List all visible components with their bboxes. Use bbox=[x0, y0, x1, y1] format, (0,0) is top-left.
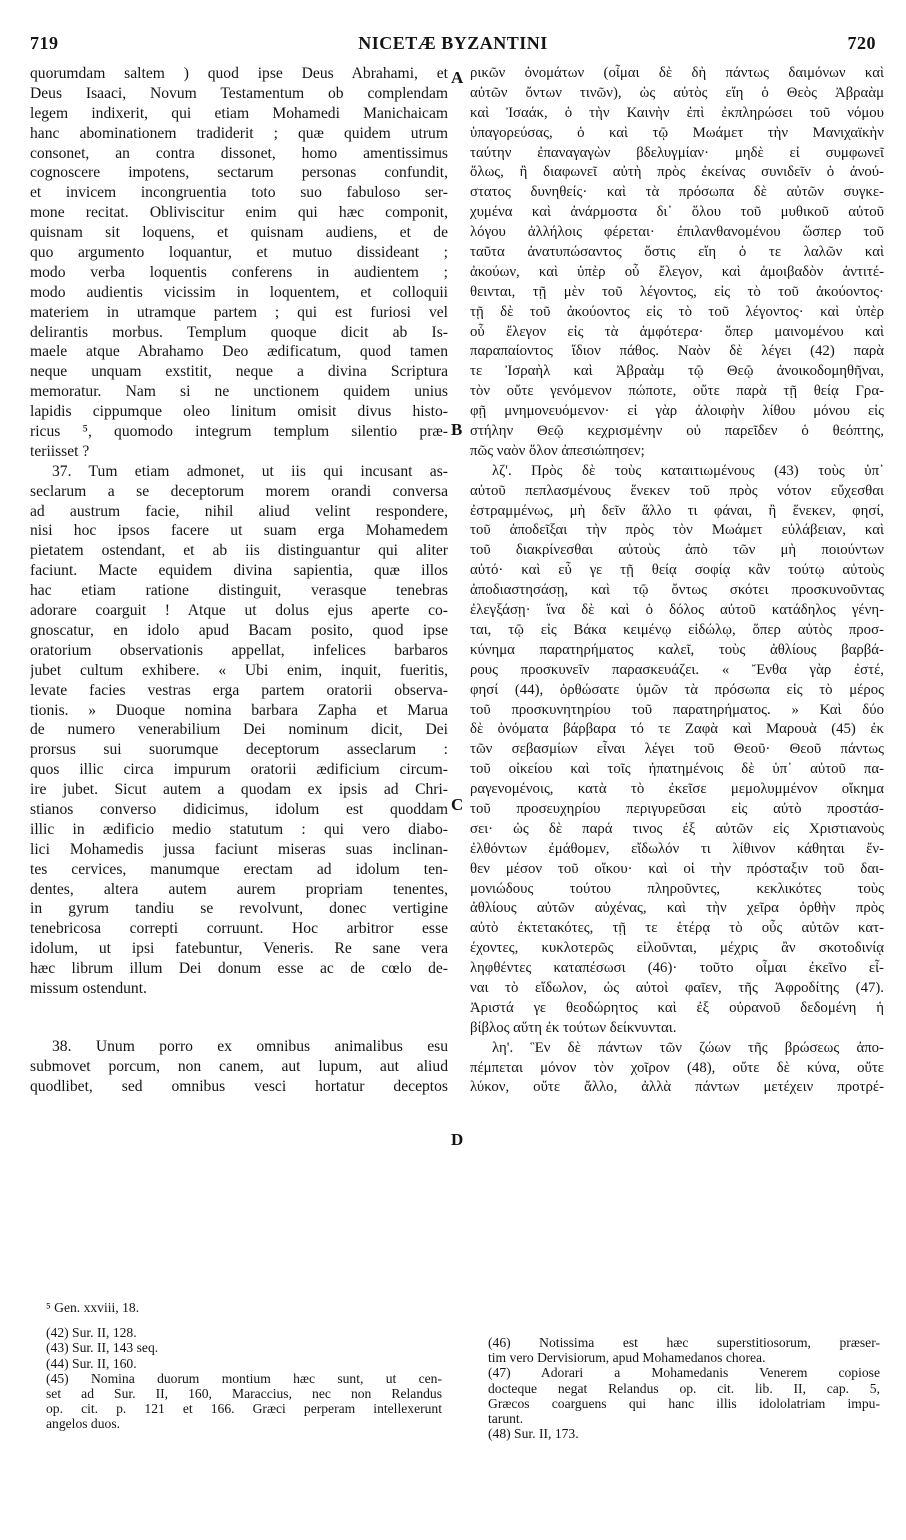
latin-line: hac etiam ratione distinguit, verasque tenebras bbox=[30, 582, 448, 600]
greek-line: τοῦ οἰκείου καὶ τοῖς ἠπατημένοις δὲ ὑπ᾿ αὐτοῦ πα- bbox=[470, 761, 884, 778]
greek-line: τὸν οὔτε γενόμενον πώποτε, οὔτε παρὰ τῇ θείᾳ Γρα- bbox=[470, 383, 884, 400]
greek-line: τε Ἰσραὴλ καὶ Ἀβραὰμ τῷ Θεῷ ἀνοικοδομηθῆναι, bbox=[470, 363, 884, 380]
latin-line: quo argumento loquantur, et mutuo dissideant ; bbox=[30, 244, 448, 262]
latin-line: cognoscere impotens, sectarum personas confundit, bbox=[30, 164, 448, 182]
greek-line: τοῦ διακρίνεσθαι αὐτοὺς ἀπὸ τῶν μὴ ποιούντων bbox=[470, 542, 884, 559]
latin-line: prorsus sui suorumque deceptorum asseclarum : bbox=[30, 741, 448, 759]
latin-line: adorare coarguit ! Atque ut dolus ejus aperte co- bbox=[30, 602, 448, 620]
section-marker-b: B bbox=[451, 420, 463, 439]
footnote-line: angelos duos. bbox=[46, 1416, 121, 1432]
latin-line: et invicem incongruentia toto suo fabuloso ser- bbox=[30, 184, 448, 202]
latin-line: jubet cultum exhibere. « Ubi enim, inquit, fueritis, bbox=[30, 661, 448, 679]
footnotes-right bbox=[488, 1335, 880, 1441]
greek-line: στήλην Θεῷ κεχρισμένην οὐ παρεῖδεν ὁ θεόπτης, bbox=[470, 423, 884, 440]
greek-line: οὗ ἔλεγον εἰς τὰ ἀμφότερα· ὅπερ μαινομένου καὶ bbox=[470, 323, 884, 340]
greek-line: ταῦτα ἀνατυπώσαντος ὅστις εἴη ὁ τε λαλῶν καὶ bbox=[470, 244, 884, 261]
latin-line: hæc librum illum Dei donum esse ac de cœlo de- bbox=[30, 960, 448, 978]
latin-line: tes cervices, manumque erectam ad idolum ten- bbox=[30, 860, 448, 878]
section-marker-d: D bbox=[451, 1130, 464, 1149]
greek-line: αὐτό· καὶ εὖ γε τῇ θείᾳ σοφίᾳ κἂν τούτῳ αὐτοὺς bbox=[470, 562, 884, 579]
greek-line: ἐστραμμένως, μὴ δεῖν ἄλλο τι φάναι, ἢ ἕνεκεν, φησί, bbox=[470, 502, 884, 519]
latin-line: materiem in utramque partem ; qui est furiosi vel bbox=[30, 303, 448, 321]
latin-line: lici Mohamedis jussa faciunt miseras suas inclinan- bbox=[30, 840, 448, 858]
greek-column bbox=[470, 64, 884, 1098]
greek-line: ἀκούων, καὶ ὑπὲρ οὗ ἔλεγον, καὶ ἀμοιβαδὸν ἀντιτέ- bbox=[470, 263, 884, 280]
footnotes-left bbox=[46, 1300, 442, 1432]
footnote-line: (45) Nomina duorum montium hæc sunt, ut cen- bbox=[46, 1370, 442, 1386]
greek-line: ναι τὸ εἴδωλον, ὡς αὐτοὶ φαῖεν, τῆς Ἀφροδίτης (47). bbox=[470, 979, 884, 996]
latin-line: neque unquam exstitit, neque a divina Scriptura bbox=[30, 363, 448, 381]
latin-line: lapidis cippumque oleo linitum omisit divus histo- bbox=[30, 403, 448, 421]
greek-line: βίβλος αὕτη ἐκ τούτων δείκνυνται. bbox=[470, 1019, 677, 1036]
greek-line: λζ'. Πρὸς δὲ τοὺς καταιτιωμένους (43) τοὺς ὑπ᾿ bbox=[492, 462, 884, 479]
latin-line: modo audientis vicissim in loquentem, et colloquii bbox=[30, 283, 448, 301]
greek-line: ὑπαγορεύσας, ὁ καὶ τῷ Μωάμετ τὴν Μανιχαϊκὴν bbox=[470, 124, 884, 141]
latin-line: 37. Tum etiam admonet, ut iis qui incusant as- bbox=[52, 462, 448, 480]
running-title: NICETÆ BYZANTINI bbox=[358, 33, 548, 53]
latin-line: in gyrum tandiu se revolvunt, donec vertigine bbox=[30, 900, 448, 918]
latin-line: tionis. » Duoque nomina barbara Zapha et Marua bbox=[30, 701, 448, 719]
greek-line: ρους προσκυνεῖν παρασκευάζει. « Ἔνθα γὰρ ἐστέ, bbox=[470, 661, 884, 678]
greek-line: θεν μέσον τοῦ οἴκου· καὶ οἱ τὴν πρόσταξιν τοῦ δαι- bbox=[470, 860, 884, 877]
greek-line: ταύτην ἐπαναγαγὼν βδελυγμίαν· μηδὲ εἰ συμφωνεῖ bbox=[470, 144, 884, 161]
latin-line: gnoscatur, en idolo apud Bacam posito, quod ipse bbox=[30, 621, 448, 639]
greek-line: αὐτὸ ἐκτετακότες, τῇ τε ἑτέρᾳ τὸ οὖς αὐτῶν κατ- bbox=[470, 920, 884, 937]
greek-line: λόγου ἀλλήλοις φέρεται· ἐπιλανθανομένου ὥσπερ τοῦ bbox=[470, 224, 884, 241]
latin-line: memoratur. Nam si ne unctionem quidem unius bbox=[30, 383, 448, 401]
latin-line: legem indixerit, qui etiam Mohamedi Manichaicam bbox=[30, 104, 448, 122]
latin-line: quos illic circa impurum oratorii ædificium circum- bbox=[30, 761, 448, 779]
latin-line: illic in ædificio medio statutum : qui vero diabo- bbox=[30, 820, 448, 838]
latin-line: ad austrum facie, nihil aliud velint respondere, bbox=[30, 502, 448, 520]
latin-line: submovet porcum, non canem, aut lupum, aut aliud bbox=[30, 1057, 448, 1075]
greek-line: τοῦ προσκυνητηρίου τοῦ παρατηρήματος. » Καὶ δύο bbox=[470, 701, 884, 718]
greek-line: φησί (44), ὀρθώσατε ὑμῶν τὰ πρόσωπα εἰς τὸ μέρος bbox=[470, 681, 884, 698]
footnote-line: set ad Sur. II, 160, Maraccius, nec non Relandus bbox=[46, 1385, 442, 1401]
greek-line: Ἀριστά γε θεοδώρητος καὶ ἐξ οὐρανοῦ δεδομένη ἡ bbox=[470, 999, 884, 1016]
greek-line: ἐλθόντων ἐμάθομεν, εἴδωλόν τι λίθινον κάθηται ἔν- bbox=[470, 840, 884, 857]
latin-line: delirantis morbus. Templum quoque dicit ab Is- bbox=[30, 323, 448, 341]
latin-line: Deus Isaaci, Novum Testamentum ob complendam bbox=[30, 84, 448, 102]
greek-line: έχοντες, κυκλοτερῶς εἰλοῦνται, μέχρις ἂν σκοτοδινίᾳ bbox=[470, 940, 884, 957]
greek-line: ἀθλίους αὐτῶν αὐχένας, καὶ τὴν χεῖρα ὀρθὴν πρὸς bbox=[470, 900, 884, 917]
greek-line: μονιώδους τούτου πληροῦντες, κεκλικότες τοὺς bbox=[470, 880, 884, 897]
latin-line: consonet, an contra dissonet, homo amentissimus bbox=[30, 144, 448, 162]
greek-line: ληφθέντες καταπέσωσι (46)· τοῦτο οἶμαι ἐκεῖνο εἶ- bbox=[470, 960, 884, 977]
page-number-left: 719 bbox=[30, 33, 59, 53]
greek-line: ὅλως, ἢ διαφωνεῖ αὐτὴ πρὸς ἐκείνας συνιδεῖν ὁ ἀνού- bbox=[470, 164, 884, 181]
latin-line: quodlibet, sed omnibus vesci hortatur deceptos bbox=[30, 1077, 448, 1095]
latin-line: hanc abominationem tradiderit ; quæ quidem utrum bbox=[30, 124, 448, 142]
footnote-line: (46) Notissima est hæc superstitiosorum, præser- bbox=[488, 1335, 880, 1350]
footnote-line: docteque negat Relandus op. cit. lib. II, cap. 5, bbox=[488, 1380, 880, 1396]
footnote-line: (48) Sur. II, 173. bbox=[488, 1426, 579, 1442]
footnote-line: tim vero Dervisiorum, apud Mohamedanos chorea. bbox=[488, 1350, 766, 1366]
greek-line: καὶ Ἰσαάκ, ὁ τὴν Καινὴν ἐπὶ ἐκπληρώσει τοῦ νόμου bbox=[470, 104, 884, 121]
greek-line: πῶς ναὸν ὅλον ἀπεσιώπησεν; bbox=[470, 442, 645, 459]
footnote-line: op. cit. p. 121 et 166. Græci perperam intellexerunt bbox=[46, 1401, 442, 1417]
latin-line: levate facies vestras erga partem oratorii observa- bbox=[30, 681, 448, 699]
greek-line: ἀποδιαστησάσῃ, καὶ τῷ ὄντως σκότει προσκυνοῦντας bbox=[470, 582, 884, 599]
latin-line: maele atque Abrahamo Deo ædificatum, quod tamen bbox=[30, 343, 448, 361]
latin-line: ire jubet. Sicut autem a quodam ex ipsis ad Chri- bbox=[30, 781, 448, 799]
latin-line: ricus ⁵, quomodo integrum templum silentio præ- bbox=[30, 423, 448, 441]
greek-line: τοῦ προσευχηρίου περιγυρεῦσαι εἰς αὐτὸ προστάσ- bbox=[470, 800, 884, 817]
latin-line: tenebricosa correpti corruunt. Hoc arbitror esse bbox=[30, 920, 448, 938]
latin-line: oratorium observationis appellat, infelices barbaros bbox=[30, 641, 448, 659]
latin-line: idolum, ut ipsi fatebuntur, Veneris. Re sane vera bbox=[30, 940, 448, 958]
greek-line: στατος δυνηθείς· καὶ τὰ πρόσωπα δὲ αὐτῶν συγκε- bbox=[470, 184, 884, 201]
greek-line: αὐτοῦ πεπλασμένους ἕνεκεν τοῦ πρὸς νότον εὔχεσθαι bbox=[470, 482, 884, 499]
greek-line: δὲ ὀνόματα βάρβαρα τό τε Ζαφὰ καὶ Μαρουὰ (45) ἐκ bbox=[470, 721, 884, 738]
latin-column bbox=[30, 64, 448, 1097]
latin-line: quorumdam saltem ) quod ipse Deus Abrahami, et bbox=[30, 65, 448, 82]
greek-line: θεινται, τῇ μὲν τοῦ λέγοντος, εἰς τὸ τοῦ ἀκούοντος· bbox=[470, 283, 884, 300]
footnote-line: (42) Sur. II, 128. bbox=[46, 1325, 137, 1341]
latin-line: stianos converso didicimus, idolum est quoddam bbox=[30, 800, 448, 818]
footnote-line: Græcos coarguens qui hanc illis idololatriam impu- bbox=[488, 1395, 880, 1411]
footnote-line: (44) Sur. II, 160. bbox=[46, 1355, 137, 1371]
latin-line: quisnam sit loquens, et quisnam audiens, et de bbox=[30, 224, 448, 242]
greek-line: πέμπεται μόνον τὸν χοῖρον (48), οὔτε δὲ κύνα, οὔτε bbox=[470, 1059, 884, 1076]
footnote-line: ⁵ Gen. xxviii, 18. bbox=[46, 1300, 140, 1315]
greek-line: ἐλεγξάσῃ· ἵνα δὲ καὶ ὁ δόλος αὐτοῦ κατάδηλος γένη- bbox=[470, 602, 884, 619]
latin-line: nisi hoc ipsos facere ut suam erga Mohamedem bbox=[30, 522, 448, 540]
latin-line: 38. Unum porro ex omnibus animalibus esu bbox=[52, 1037, 448, 1055]
footnote-line: (47) Adorari a Mohamedanis Venerem copiose bbox=[488, 1365, 880, 1381]
latin-line: mone recitat. Obliviscitur enim qui hæc componit, bbox=[30, 204, 448, 222]
latin-line: de numero venerabilium Dei nominum dicit, Dei bbox=[30, 721, 448, 739]
latin-line: missum ostendunt. bbox=[30, 979, 147, 997]
greek-line: αὐτῶν ὄντων τινῶν), ὡς αὐτὸς εἴη ὁ Θεὸς Ἀβραὰμ bbox=[470, 84, 884, 101]
page-number-right: 720 bbox=[847, 33, 876, 53]
latin-line: pietatem ostendant, et ab iis distinguantur qui aliter bbox=[30, 542, 448, 560]
greek-line: λύκον, οὔτε ἄλλο, ἀλλὰ πάντων μετέχειν προτρέ- bbox=[470, 1079, 884, 1096]
greek-line: παραπαίοντος ἴδιον πάθος. Ναὸν δὲ λέγει (42) παρὰ bbox=[470, 343, 884, 360]
greek-line: τῇ δὲ τοῦ ἀκούοντος εἰς τὸ τοῦ λέγοντος· καὶ ὑπὲρ bbox=[470, 303, 884, 320]
greek-line: κύνημα παρατηρήματος καλεῖ, τοὺς ἀθλίους βαρβά- bbox=[470, 641, 884, 658]
latin-line: dentes, altera autem aurem propriam tenentes, bbox=[30, 880, 448, 898]
section-marker-a: A bbox=[451, 68, 464, 87]
running-header bbox=[30, 34, 876, 58]
greek-line: ται, τῷ εἰς Βάκα κειμένῳ εἰδώλῳ, ὅπερ αὐτὸς προσ- bbox=[470, 621, 884, 638]
latin-line: seclarum a se deceptorum morem orandi conversa bbox=[30, 482, 448, 500]
greek-line: τῶν σεβασμίων εἶναι λέγει τοῦ Θεοῦ· Θεοῦ πάντως bbox=[470, 741, 884, 758]
latin-line: faciunt. Macte equidem divina sapientia, quæ illos bbox=[30, 562, 448, 580]
footnote-line: tarunt. bbox=[488, 1410, 524, 1426]
greek-line: λη'. Ἓν δὲ πάντων τῶν ζώων τῆς βρώσεως ἀπο- bbox=[492, 1039, 884, 1056]
greek-line: χυμένα καὶ ἀνάρμοστα δι᾿ ὅλου τοῦ μυθικοῦ αὐτοῦ bbox=[470, 204, 884, 221]
latin-line: modo verba loquentis conferens in audientem ; bbox=[30, 263, 448, 281]
greek-line: ρικῶν ὀνομάτων (οἶμαι δὲ δὴ πάντως δαιμόνων καὶ bbox=[470, 65, 884, 81]
footnote-line: (43) Sur. II, 143 seq. bbox=[46, 1340, 159, 1356]
section-marker-c: C bbox=[451, 795, 464, 814]
latin-line: teriisset ? bbox=[30, 442, 90, 460]
greek-line: σει· ὡς δὲ παρά τινος ἐξ αὐτῶν εἰς Χριστιανοὺς bbox=[470, 820, 884, 837]
greek-line: φῇ μνημονευόμενον· εἰ γὰρ ἀλοιφὴν λίθου μόνου εἰς bbox=[470, 403, 884, 420]
greek-line: τοῦ ἀποδεῖξαι τὴν πρὸς τὸν Μωάμετ εὐλάβειαν, καὶ bbox=[470, 522, 884, 539]
greek-line: ραγενομένοις, κατὰ τὸ ἐκεῖσε μεμολυμμένον οἴκημα bbox=[470, 781, 884, 798]
